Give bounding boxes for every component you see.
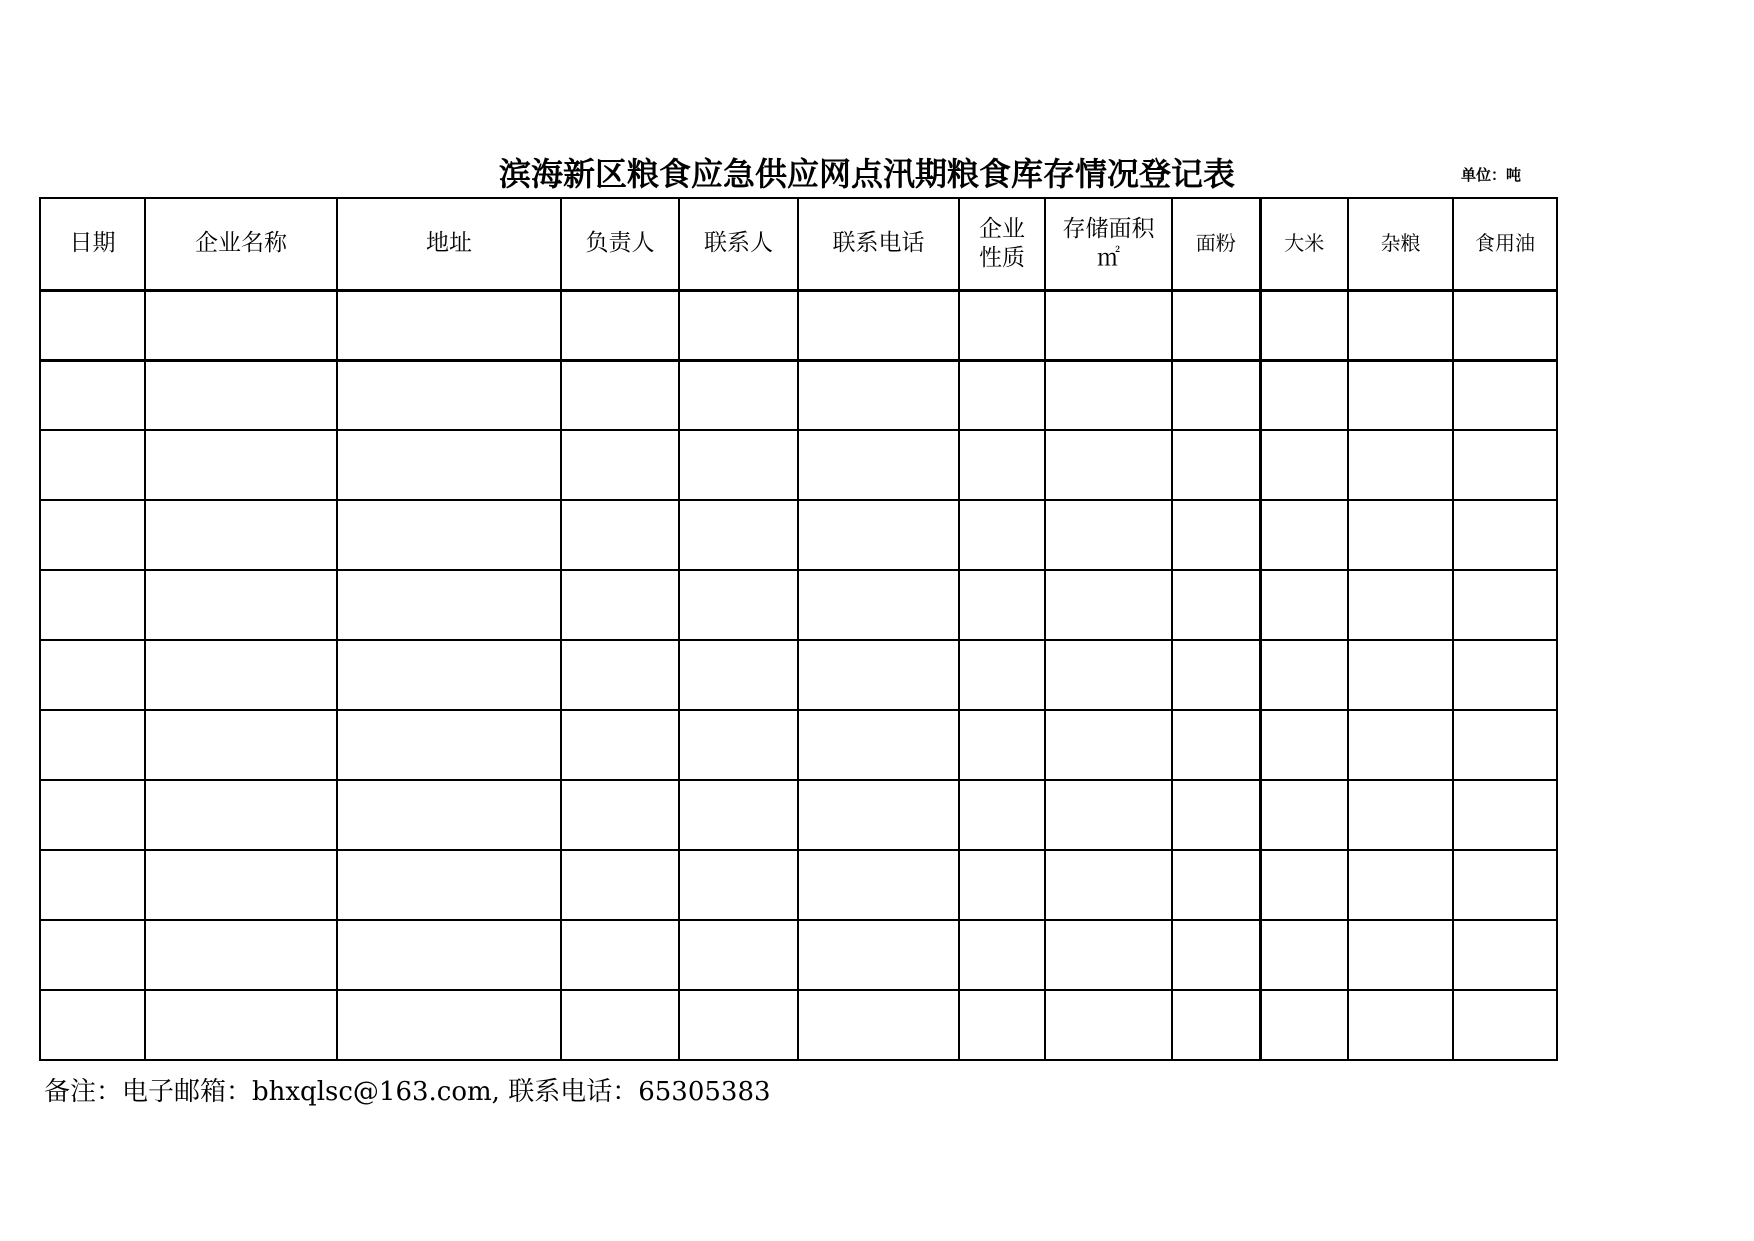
cell-grains[interactable] [1348, 430, 1453, 500]
header-storage-area-unit: ㎡ [1097, 244, 1120, 271]
table-row [40, 710, 1557, 780]
cell-contact-person[interactable] [679, 710, 798, 780]
header-company-name: 企业名称 [145, 198, 337, 290]
header-contact-person: 联系人 [679, 198, 798, 290]
cell-contact-person[interactable] [679, 850, 798, 920]
cell-grains[interactable] [1348, 360, 1453, 430]
cell-storage-area[interactable] [1045, 920, 1172, 990]
cell-rice[interactable] [1260, 640, 1348, 710]
cell-rice[interactable] [1260, 990, 1348, 1060]
cell-manager[interactable] [561, 920, 679, 990]
cell-contact-phone[interactable] [798, 430, 959, 500]
cell-contact-phone[interactable] [798, 850, 959, 920]
cell-company-nature[interactable] [959, 640, 1045, 710]
page-title-text: 滨海新区粮食应急供应网点汛期粮食库存情况登记表 [498, 155, 1235, 193]
cell-flour[interactable] [1172, 360, 1260, 430]
cell-manager[interactable] [561, 430, 679, 500]
cell-date[interactable] [40, 360, 145, 430]
cell-address[interactable] [337, 570, 561, 640]
cell-manager[interactable] [561, 360, 679, 430]
header-company-nature [959, 198, 1045, 290]
cell-rice[interactable] [1260, 360, 1348, 430]
cell-address[interactable] [337, 360, 561, 430]
cell-company-name[interactable] [145, 850, 337, 920]
cell-manager[interactable] [561, 990, 679, 1060]
cell-rice[interactable] [1260, 290, 1348, 360]
remark-note: 备注：电子邮箱：bhxqlsc@163.com, 联系电话：65305383 [44, 1077, 771, 1107]
cell-manager[interactable] [561, 640, 679, 710]
cell-date[interactable] [40, 920, 145, 990]
cell-address[interactable] [337, 500, 561, 570]
cell-rice[interactable] [1260, 430, 1348, 500]
cell-flour[interactable] [1172, 710, 1260, 780]
register-body [40, 290, 1557, 1060]
cell-storage-area[interactable] [1045, 780, 1172, 850]
cell-company-nature[interactable] [959, 500, 1045, 570]
cell-edible-oil[interactable] [1453, 710, 1557, 780]
cell-manager[interactable] [561, 850, 679, 920]
header-manager: 负责人 [561, 198, 679, 290]
header-date: 日期 [40, 198, 145, 290]
cell-grains[interactable] [1348, 570, 1453, 640]
table-row [40, 990, 1557, 1060]
cell-edible-oil[interactable] [1453, 430, 1557, 500]
header-contact-phone: 联系电话 [798, 198, 959, 290]
cell-storage-area[interactable] [1045, 360, 1172, 430]
cell-date[interactable] [40, 850, 145, 920]
cell-storage-area[interactable] [1045, 990, 1172, 1060]
cell-company-name[interactable] [145, 290, 337, 360]
cell-manager[interactable] [561, 710, 679, 780]
cell-company-name[interactable] [145, 710, 337, 780]
cell-storage-area[interactable] [1045, 290, 1172, 360]
cell-contact-person[interactable] [679, 500, 798, 570]
header-rice: 大米 [1260, 198, 1348, 290]
cell-edible-oil[interactable] [1453, 290, 1557, 360]
cell-company-name[interactable] [145, 990, 337, 1060]
cell-flour[interactable] [1172, 500, 1260, 570]
cell-flour[interactable] [1172, 430, 1260, 500]
cell-company-name[interactable] [145, 780, 337, 850]
cell-edible-oil[interactable] [1453, 640, 1557, 710]
header-storage-area-line1: 存储面积 [1062, 215, 1155, 242]
cell-address[interactable] [337, 850, 561, 920]
cell-grains[interactable] [1348, 920, 1453, 990]
cell-address[interactable] [337, 430, 561, 500]
cell-contact-person[interactable] [679, 990, 798, 1060]
table-row [40, 290, 1557, 360]
cell-storage-area[interactable] [1045, 430, 1172, 500]
cell-grains[interactable] [1348, 290, 1453, 360]
cell-company-name[interactable] [145, 920, 337, 990]
cell-address[interactable] [337, 290, 561, 360]
cell-contact-phone[interactable] [798, 500, 959, 570]
cell-storage-area[interactable] [1045, 570, 1172, 640]
cell-manager[interactable] [561, 500, 679, 570]
cell-company-nature[interactable] [959, 710, 1045, 780]
cell-edible-oil[interactable] [1453, 920, 1557, 990]
cell-contact-person[interactable] [679, 640, 798, 710]
cell-company-nature[interactable] [959, 290, 1045, 360]
table-row [40, 850, 1557, 920]
cell-edible-oil[interactable] [1453, 360, 1557, 430]
header-grains: 杂粮 [1348, 198, 1453, 290]
cell-contact-phone[interactable] [798, 570, 959, 640]
cell-company-nature[interactable] [959, 360, 1045, 430]
cell-rice[interactable] [1260, 920, 1348, 990]
cell-date[interactable] [40, 500, 145, 570]
cell-flour[interactable] [1172, 570, 1260, 640]
cell-grains[interactable] [1348, 780, 1453, 850]
unit-label: 单位：吨 [1461, 166, 1522, 184]
table-row [40, 570, 1557, 640]
cell-contact-phone[interactable] [798, 990, 959, 1060]
cell-contact-person[interactable] [679, 780, 798, 850]
cell-rice[interactable] [1260, 570, 1348, 640]
cell-rice[interactable] [1260, 780, 1348, 850]
table-row [40, 640, 1557, 710]
table-row [40, 500, 1557, 570]
cell-contact-phone[interactable] [798, 920, 959, 990]
cell-address[interactable] [337, 710, 561, 780]
cell-company-name[interactable] [145, 570, 337, 640]
header-company-nature-line1: 企业 [979, 215, 1025, 242]
cell-company-nature[interactable] [959, 780, 1045, 850]
cell-edible-oil[interactable] [1453, 990, 1557, 1060]
table-row [40, 920, 1557, 990]
cell-flour[interactable] [1172, 850, 1260, 920]
cell-address[interactable] [337, 640, 561, 710]
cell-grains[interactable] [1348, 710, 1453, 780]
table-row [40, 780, 1557, 850]
cell-edible-oil[interactable] [1453, 850, 1557, 920]
cell-date[interactable] [40, 430, 145, 500]
cell-grains[interactable] [1348, 990, 1453, 1060]
cell-company-nature[interactable] [959, 990, 1045, 1060]
cell-contact-phone[interactable] [798, 360, 959, 430]
cell-flour[interactable] [1172, 640, 1260, 710]
cell-grains[interactable] [1348, 640, 1453, 710]
cell-date[interactable] [40, 570, 145, 640]
cell-contact-phone[interactable] [798, 710, 959, 780]
cell-contact-person[interactable] [679, 920, 798, 990]
table-row [40, 430, 1557, 500]
cell-edible-oil[interactable] [1453, 570, 1557, 640]
cell-manager[interactable] [561, 780, 679, 850]
cell-contact-person[interactable] [679, 290, 798, 360]
cell-date[interactable] [40, 780, 145, 850]
cell-company-name[interactable] [145, 430, 337, 500]
cell-rice[interactable] [1260, 500, 1348, 570]
cell-flour[interactable] [1172, 920, 1260, 990]
cell-manager[interactable] [561, 570, 679, 640]
cell-contact-phone[interactable] [798, 290, 959, 360]
cell-flour[interactable] [1172, 290, 1260, 360]
cell-date[interactable] [40, 710, 145, 780]
header-company-nature-line2: 性质 [979, 244, 1025, 271]
register-table [39, 197, 1558, 1061]
cell-rice[interactable] [1260, 710, 1348, 780]
cell-date[interactable] [40, 290, 145, 360]
cell-address[interactable] [337, 780, 561, 850]
cell-manager[interactable] [561, 290, 679, 360]
cell-address[interactable] [337, 920, 561, 990]
cell-storage-area[interactable] [1045, 850, 1172, 920]
cell-flour[interactable] [1172, 780, 1260, 850]
cell-date[interactable] [40, 640, 145, 710]
cell-contact-person[interactable] [679, 430, 798, 500]
header-storage-area [1045, 198, 1172, 290]
cell-company-nature[interactable] [959, 920, 1045, 990]
cell-storage-area[interactable] [1045, 640, 1172, 710]
cell-company-name[interactable] [145, 500, 337, 570]
cell-edible-oil[interactable] [1453, 780, 1557, 850]
cell-company-nature[interactable] [959, 430, 1045, 500]
cell-date[interactable] [40, 990, 145, 1060]
header-row [40, 198, 1557, 290]
cell-contact-phone[interactable] [798, 780, 959, 850]
cell-grains[interactable] [1348, 850, 1453, 920]
cell-company-name[interactable] [145, 640, 337, 710]
header-edible-oil: 食用油 [1453, 198, 1557, 290]
cell-contact-person[interactable] [679, 570, 798, 640]
cell-contact-person[interactable] [679, 360, 798, 430]
cell-company-nature[interactable] [959, 850, 1045, 920]
table-row [40, 360, 1557, 430]
cell-grains[interactable] [1348, 500, 1453, 570]
cell-company-nature[interactable] [959, 570, 1045, 640]
cell-storage-area[interactable] [1045, 710, 1172, 780]
cell-address[interactable] [337, 990, 561, 1060]
cell-rice[interactable] [1260, 850, 1348, 920]
header-flour: 面粉 [1172, 198, 1260, 290]
cell-flour[interactable] [1172, 990, 1260, 1060]
header-address: 地址 [337, 198, 561, 290]
cell-contact-phone[interactable] [798, 640, 959, 710]
cell-edible-oil[interactable] [1453, 500, 1557, 570]
cell-company-name[interactable] [145, 360, 337, 430]
cell-storage-area[interactable] [1045, 500, 1172, 570]
